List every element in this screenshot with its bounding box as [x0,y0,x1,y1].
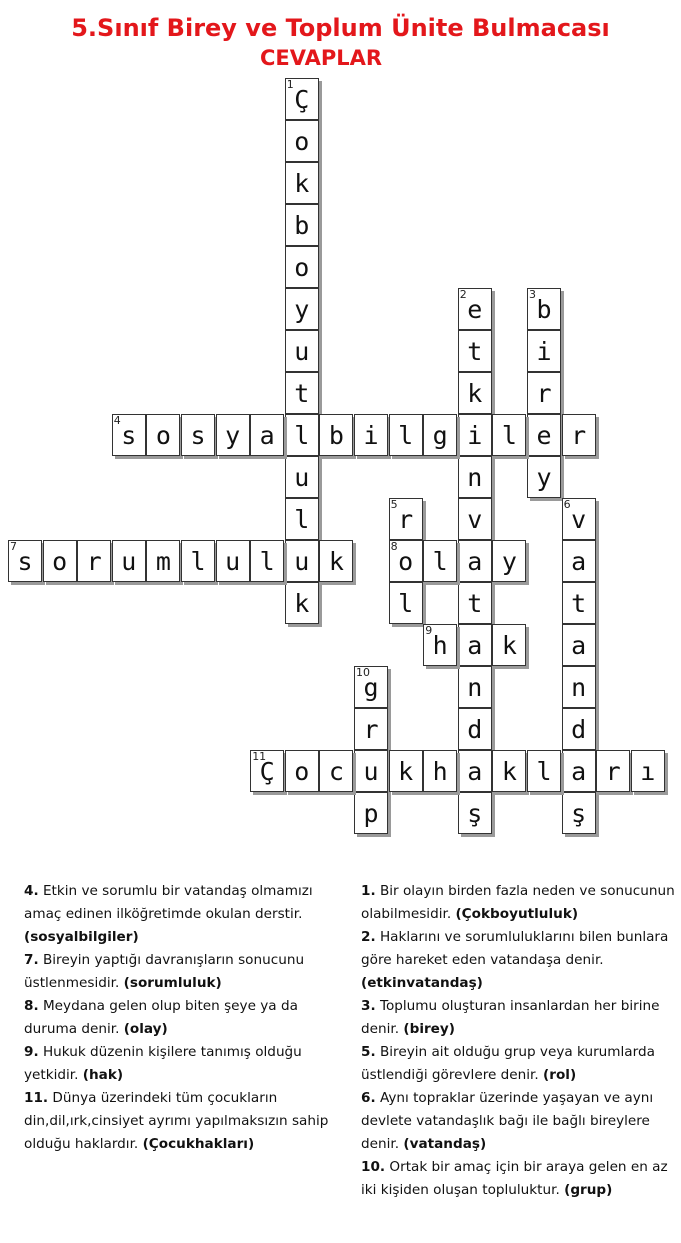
clue-item [24,880,344,949]
grid-cell [562,540,596,582]
grid-cell [423,624,457,666]
cell-letter: b [294,211,310,240]
grid-cell [458,750,492,792]
cell-letter: a [571,757,587,786]
clue-text: Meydana gelen olup biten şeye ya da duruma denir. [24,998,298,1037]
clue-item [361,1087,677,1156]
cell-letter: Ç [259,757,275,786]
cell-letter: y [501,547,517,576]
clue-answer: (Çocukhakları) [142,1136,255,1152]
cell-letter: l [501,421,517,450]
grid-cell [527,456,561,498]
grid-cell [285,498,319,540]
grid-cell [423,750,457,792]
cell-letter: h [432,757,448,786]
grid-cell [562,624,596,666]
cell-letter: k [501,631,517,660]
grid-cell [458,792,492,834]
clue-item [361,1041,677,1087]
grid-cell [389,582,423,624]
clue-item [361,1156,677,1202]
grid-cell [216,540,250,582]
cell-letter: k [398,757,414,786]
cell-letter: n [467,673,483,702]
cell-letter: ş [571,799,587,828]
cell-letter: r [605,757,621,786]
clue-item [24,995,344,1041]
clue-number: 11. [24,1090,49,1106]
clue-number: 5. [361,1044,376,1060]
grid-cell [319,750,353,792]
grid-cell [596,750,630,792]
grid-cell [631,750,665,792]
grid-cell [458,624,492,666]
cell-letter: e [467,295,483,324]
cell-letter: k [328,547,344,576]
grid-cell [389,498,423,540]
cell-letter: g [432,421,448,450]
cell-letter: n [467,463,483,492]
clue-text: Aynı topraklar üzerinde yaşayan ve aynı devlete vatandaşlık bağı ile bağlı bireylere denir. [361,1090,654,1152]
cell-letter: l [259,547,275,576]
grid-cell [389,750,423,792]
clue-number: 7. [24,952,39,968]
cell-letter: s [190,421,206,450]
clue-text: Bir olayın birden fazla neden ve sonucunun olabilmesidir. [361,883,675,922]
cell-letter: p [363,799,379,828]
grid-cell [458,372,492,414]
grid-cell [458,708,492,750]
cell-letter: k [501,757,517,786]
clue-number: 10. [361,1159,386,1175]
cell-letter: c [328,757,344,786]
grid-cell [527,372,561,414]
cell-letter: Ç [294,85,310,114]
cell-letter: a [467,757,483,786]
cell-letter: i [363,421,379,450]
grid-cell [562,666,596,708]
grid-cell [285,246,319,288]
grid-cell [43,540,77,582]
clue-number: 3 [529,288,536,301]
grid-cell [250,750,284,792]
clue-answer: (rol) [543,1067,577,1083]
cell-letter: k [294,169,310,198]
grid-cell [354,666,388,708]
grid-cell [285,204,319,246]
grid-cell [354,792,388,834]
cell-letter: t [294,379,310,408]
clue-item [361,880,677,926]
grid-cell [354,414,388,456]
clue-item [24,949,344,995]
grid-cell [319,414,353,456]
clue-number: 2. [361,929,376,945]
cell-letter: t [467,337,483,366]
grid-cell [562,708,596,750]
clues-left-column [24,880,344,1156]
cell-letter: r [536,379,552,408]
grid-cell [562,414,596,456]
cell-letter: o [155,421,171,450]
grid-cell [389,540,423,582]
clue-number: 1 [286,78,294,91]
grid-cell [354,708,388,750]
grid-cell [8,540,42,582]
cell-letter: o [52,547,68,576]
grid-cell [285,288,319,330]
cell-letter: y [536,463,552,492]
grid-cell [458,666,492,708]
cell-letter: u [294,463,310,492]
clue-answer: (hak) [82,1067,124,1083]
grid-cell [527,750,561,792]
cell-letter: o [398,547,414,576]
clue-text: Bireyin ait olduğu grup veya kurumlarda üstlendiği görevlere denir. [361,1044,655,1083]
cell-letter: a [571,631,587,660]
grid-cell [250,414,284,456]
grid-cell [285,414,319,456]
cell-letter: t [571,589,587,618]
cell-letter: d [467,715,483,744]
cell-letter: o [294,127,310,156]
clue-item [24,1087,344,1156]
cell-letter: ı [640,757,656,786]
cell-letter: u [225,547,241,576]
cell-letter: v [571,505,587,534]
grid-cell [181,414,215,456]
grid-cell [285,120,319,162]
clue-text: Etkin ve sorumlu bir vatandaş olmamızı amaç edinen ilköğretimde okulan derstir. [24,883,313,922]
cell-letter: l [294,505,310,534]
cell-letter: a [467,631,483,660]
cell-letter: k [294,589,310,618]
clue-text: Haklarını ve sorumluluklarını bilen bunlara göre hareket eden vatandaşa denir. [361,929,669,968]
clue-number: 7 [10,540,17,553]
cell-letter: n [571,673,587,702]
cell-letter: b [328,421,344,450]
grid-cell [285,330,319,372]
grid-cell [458,414,492,456]
grid-cell [285,540,319,582]
grid-cell [458,582,492,624]
clue-answer: (birey) [403,1021,455,1037]
cell-letter: u [363,757,379,786]
cell-letter: m [155,547,171,576]
clue-text: Ortak bir amaç için bir araya gelen en az iki kişiden oluşan topluluktur. [361,1159,668,1198]
cell-letter: r [86,547,102,576]
grid-cell [458,456,492,498]
grid-cell [492,540,526,582]
clue-item [361,926,677,995]
grid-cell [181,540,215,582]
clue-text: Dünya üzerindeki tüm çocukların din,dil,ırk,cinsiyet ayrımı yapılmaksızın sahip olduğu haklardır. [24,1090,329,1152]
clue-number: 6. [361,1090,376,1106]
cell-letter: l [432,547,448,576]
grid-cell [458,288,492,330]
grid-cell [562,498,596,540]
grid-cell [319,540,353,582]
clue-number: 5 [390,498,398,511]
clue-answer: (Çokboyutluluk) [455,906,579,922]
cell-letter: a [571,547,587,576]
grid-cell [112,414,146,456]
clue-answer: (sorumluluk) [123,975,222,991]
clue-number: 9. [24,1044,39,1060]
cell-letter: g [363,673,379,702]
clue-item [24,1041,344,1087]
grid-cell [250,540,284,582]
clue-number: 8 [390,540,398,553]
grid-cell [492,414,526,456]
cell-letter: r [571,421,587,450]
grid-cell [527,288,561,330]
clue-answer: (olay) [123,1021,168,1037]
cell-letter: v [467,505,483,534]
cell-letter: a [467,547,483,576]
grid-cell [562,792,596,834]
cell-letter: o [294,253,310,282]
clue-answer: (sosyalbilgiler) [24,929,139,945]
page-subtitle: CEVAPLAR [260,46,383,70]
grid-cell [423,414,457,456]
cell-letter: h [432,631,448,660]
grid-cell [285,78,319,120]
clue-text: Hukuk düzenin kişilere tanımış olduğu yetkidir. [24,1044,302,1083]
grid-cell [77,540,111,582]
cell-letter: u [121,547,137,576]
cell-letter: i [536,337,552,366]
grid-cell [562,582,596,624]
cell-letter: d [571,715,587,744]
cell-letter: l [398,421,414,450]
cell-letter: o [294,757,310,786]
cell-letter: ş [467,799,483,828]
grid-cell [492,624,526,666]
clues-right-column [361,880,677,1202]
clue-number: 4. [24,883,39,899]
grid-cell [458,540,492,582]
grid-cell [146,414,180,456]
clue-number: 1. [361,883,376,899]
grid-cell [458,330,492,372]
grid-cell [354,750,388,792]
clue-number: 6 [563,498,571,511]
cell-letter: u [294,337,310,366]
clue-number: 2 [459,288,467,301]
cell-letter: y [225,421,241,450]
cell-letter: l [398,589,414,618]
grid-cell [423,540,457,582]
grid-cell [285,750,319,792]
cell-letter: k [467,379,483,408]
cell-letter: r [363,715,379,744]
clue-number: 9 [425,624,433,637]
cell-letter: l [536,757,552,786]
cell-letter: s [17,547,33,576]
grid-cell [492,750,526,792]
grid-cell [389,414,423,456]
cell-letter: s [121,421,137,450]
grid-cell [216,414,250,456]
clue-number: 3. [361,998,376,1014]
clue-text: Bireyin yaptığı davranışların sonucunu üstlenmesidir. [24,952,305,991]
cell-letter: l [190,547,206,576]
clue-text: Toplumu oluşturan insanlardan her birine denir. [361,998,660,1037]
grid-cell [527,330,561,372]
cell-letter: u [294,547,310,576]
cell-letter: i [467,421,483,450]
clue-number: 11 [252,750,267,763]
grid-cell [285,456,319,498]
grid-cell [285,162,319,204]
grid-cell [527,414,561,456]
grid-cell [146,540,180,582]
cell-letter: e [536,421,552,450]
grid-cell [285,372,319,414]
clue-answer: (etkinvatandaş) [361,975,483,991]
grid-cell [458,498,492,540]
clue-answer: (grup) [564,1182,613,1198]
clue-answer: (vatandaş) [403,1136,487,1152]
cell-letter: b [536,295,552,324]
clue-number: 8. [24,998,39,1014]
cell-letter: l [294,421,310,450]
grid-cell [112,540,146,582]
cell-letter: a [259,421,275,450]
cell-letter: t [467,589,483,618]
page-title: 5.Sınıf Birey ve Toplum Ünite Bulmacası [71,14,610,42]
clue-number: 10 [356,666,370,679]
clue-number: 4 [113,414,121,427]
cell-letter: y [294,295,310,324]
grid-cell [285,582,319,624]
clue-item [361,995,677,1041]
grid-cell [562,750,596,792]
cell-letter: r [398,505,414,534]
